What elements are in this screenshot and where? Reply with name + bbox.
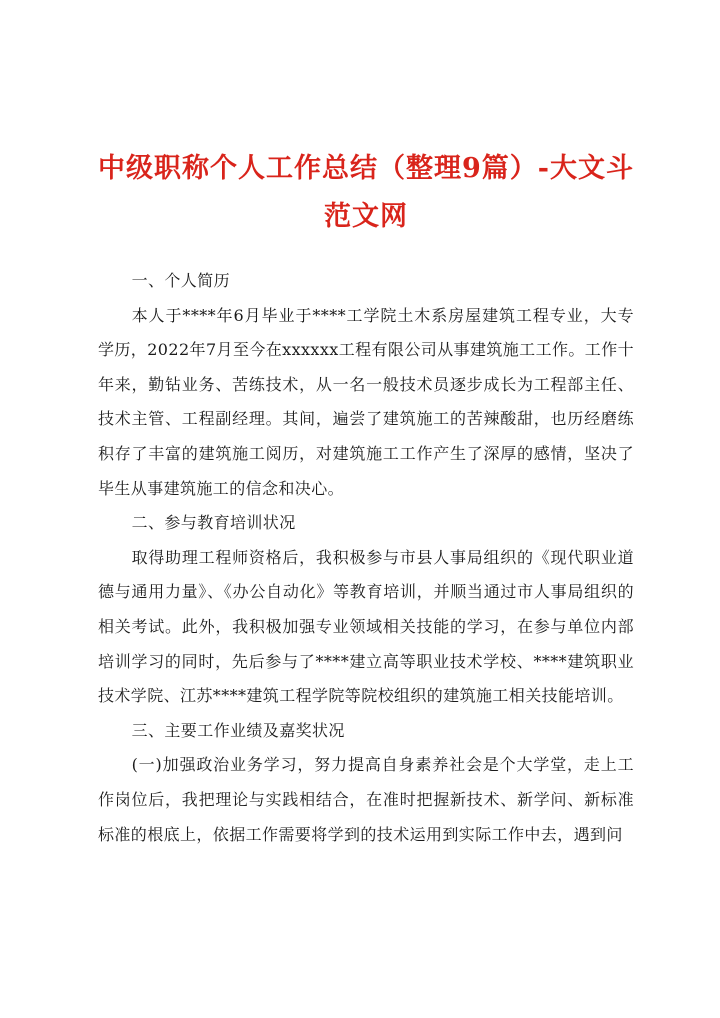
document-title: 中级职称个人工作总结（整理9篇）-大文斗范文网 [98,153,634,232]
paragraph-achievements: (一)加强政治业务学习，努力提高自身素养社会是个大学堂，走上工作岗位后，我把理论与实践相结合，在准时把握新技术、新学问、新标准标准的根底上，依据工作需要将学到的技术运用到实际工作中去，遇到问 [98,755,634,844]
section-heading-achievements: 三、主要工作业绩及嘉奖状况 [131,720,345,740]
paragraph-resume: 本人于****年6月毕业于****工学院土木系房屋建筑工程专业，大专学历，2022年7月至今在xxxxxx工程有限公司从事建筑施工工作。工作十年来，勤钻业务、苦练技术，从一名一般技术员逐步成长为工程部主任、技术主管、工程副经理。其间，遍尝了建筑施工的苦辣酸甜，也历经磨练积存了丰富的建筑施工阅历，对建筑施工工作产生了深厚的感情，坚决了毕生从事建筑施工的信念和决心。 [98,305,634,498]
paragraph-training: 取得助理工程师资格后，我积极参与市县人事局组织的《现代职业道德与通用力量》、《办公自动化》等教育培训，并顺当通过市人事局组织的相关考试。此外，我积极加强专业领域相关技能的学习，在参与单位内部培训学习的同时，先后参与了****建立高等职业技术学校、****建筑职业技术学院、江苏****建筑工程学院等院校组织的建筑施工相关技能培训。 [98,547,634,706]
section-heading-resume: 一、个人简历 [131,271,230,290]
section-heading-training: 二、参与教育培训状况 [131,513,296,533]
document-body [98,264,634,852]
